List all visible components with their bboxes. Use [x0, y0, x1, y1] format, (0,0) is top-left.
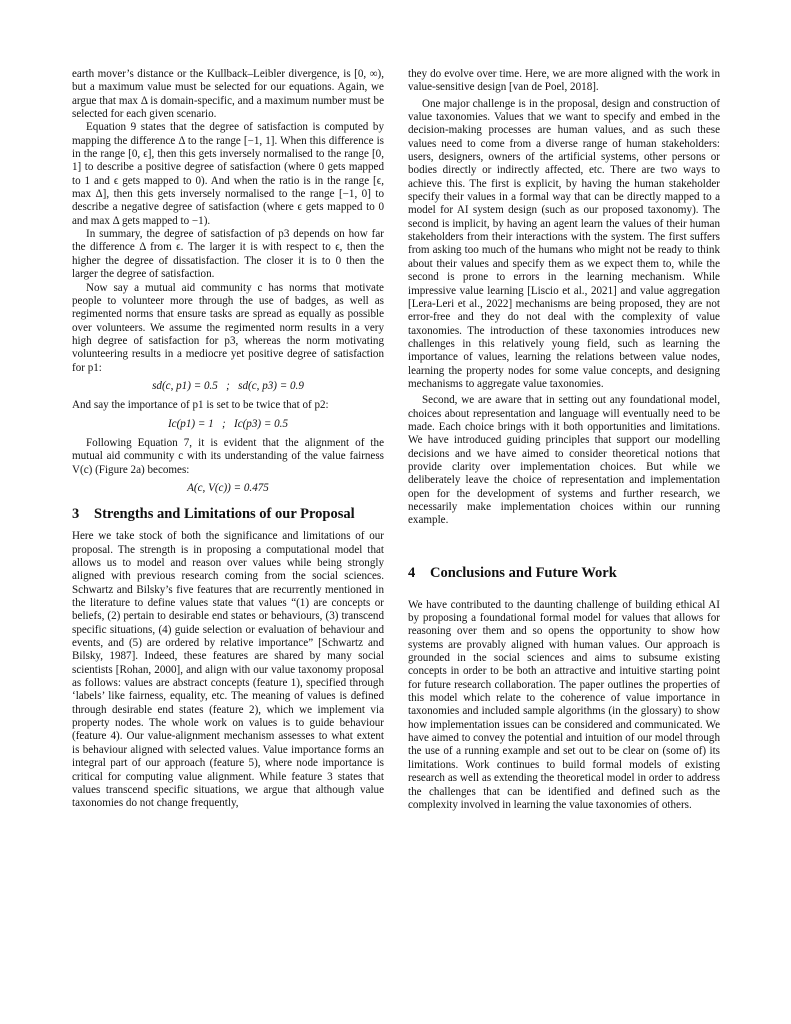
section-heading	[72, 506, 384, 523]
equation: sd(c, p1) = 0.5 ; sd(c, p3) = 0.9	[152, 379, 304, 392]
paragraph: We have contributed to the daunting challenge of building ethical AI by proposing a foundational formal model for values that allows for reasoning over them and so opens the opportunity to show how systems are provably aligned with human values. Our approach is grounded in the social sciences and aims to subsume existing concepts in order to be both an attractive and intuitive starting point for future research collaboration. The paper outlines the properties of this model which relate to the coherence of value importance in taxonomies and included sample algorithms (in the glossary) to show how implementation issues can be considered and communicated. We have aimed to convey the potential and intuition of our model through the use of a running example and set out to be clear on (some of) its limitations. Work continues to build formal models of existing research as well as extending the theoretical model in order to address the challenges that can be identified and defined such as the complexity involved in learning the value taxonomies of others.	[408, 598, 720, 811]
section-number: 4	[408, 564, 416, 581]
section-heading	[408, 565, 720, 582]
paragraph: Now say a mutual aid community c has norms that motivate people to volunteer more through the use of badges, as well as regimented norms that ensure tasks are spread as equally as possible over volunteers. We assume the regimented norm results in a very high degree of satisfaction for p3, whereas the norm motivating volunteering results in a mediocre yet positive degree of satisfaction for p1:	[72, 281, 384, 374]
paragraph: Equation 9 states that the degree of satisfaction is computed by mapping the difference Δ to the range [−1, 1]. When this difference is in the range [0, ϵ], then this gets inversely normalised to the range [0, 1] to describe a positive degree of satisfaction (where 0 gets mapped to 1 and ϵ gets mapped to 0). And when the ratio is in the range [ϵ, max Δ], then this gets inversely normalised to the range [−1, 0] to describe a negative degree of satisfaction (where ϵ gets mapped to 0 and max Δ gets mapped to −1).	[72, 121, 384, 227]
section-number: 3	[72, 506, 80, 523]
paragraph: In summary, the degree of satisfaction of p3 depends on how far the difference Δ from ϵ. The larger it is with respect to ϵ, then the higher the degree of dissatisfaction. The closer it is to 0 then the larger the degree of satisfaction.	[72, 228, 384, 281]
paragraph: Here we take stock of both the significance and limitations of our proposal. The strength is in proposing a computational model that allows us to model and reason over values while being strongly aligned with previous research coming from the social sciences. Schwartz and Bilsky’s five features that are recurrently mentioned in the literature to define values state that values “(1) are concepts or beliefs, (2) pertain to desirable end states or behaviours, (3) transcend specific situations, (4) guide selection or evaluation of behaviour and events, and (5) are ordered by relative importance” [Schwartz and Bilsky, 1987]. Indeed, these features are shared by many social scientists [Rohan, 2000], and align with our value taxonomy proposal as follows: values are abstract concepts (feature 1), specified through ‘labels’ like fairness, equality, etc. The meaning of values is defined through desirable end states (feature 2), which we implement via property nodes. The whole work on values is to guide behaviour (feature 4). Our value-alignment mechanism assesses to what extent is behaviour aligned with selected values. Value importance forms an integral part of our approach (feature 5), where node importance is critical for computing value alignment. While feature 3 states that values transcend specific situations, we argue that although value taxonomies do not change frequently,	[72, 530, 384, 810]
equation: Ic(p1) = 1 ; Ic(p3) = 0.5	[167, 417, 289, 430]
left-column	[72, 68, 384, 811]
equation: A(c, V(c)) = 0.475	[187, 481, 269, 494]
paragraph: Following Equation 7, it is evident that the alignment of the mutual aid community c with its understanding of the value fairness V(c) (Figure 2a) becomes:	[72, 436, 384, 476]
paragraph: One major challenge is in the proposal, design and construction of value taxonomies. Values that we want to specify and embed in the decision-making processes are human values, and as such these values need to come from a diverse range of human stakeholders: users, designers, owners of the artificial systems, other persons or bodies directly or indirectly affected, etc. There are two ways to achieve this. The first is explicit, by having the human stakeholder specify their values in a formal way that can be directly mapped to a model for AI system design (such as our proposed taxonomy). The second is implicit, by having an agent learn the values of their human stakeholders from their interactions with the system. The first suffers from asking too much of the humans who might not be ready to think about their values and specify them as we expect them to, while the second is prone to errors in the learning mechanism. While impressive value learning [Liscio et al., 2021] and value aggregation [Lera-Leri et al., 2022] mechanisms are being proposed, they are not error-free and they do not deal with the complexity of value taxonomies. The introduction of these taxonomies introduces new challenges in this relatively young field, such as learning the importance of values, learning the relations between value nodes, learning the property nodes for some value concepts, and designing mechanisms to aggregate value taxonomies.	[408, 97, 720, 390]
section-title: Conclusions and Future Work	[430, 564, 617, 581]
paragraph: And say the importance of p1 is set to be twice that of p2:	[72, 399, 329, 412]
paragraph: Second, we are aware that in setting out any foundational model, choices about representation and language will eventually need to be made. Each choice brings with it both opportunities and limitations. We have introduced guiding principles that support our modelling decisions and we have aimed to consider theoretical notions that provide clarity over implementation choices. But while we deliberately leave the choice of representation and implementation open for the development of systems and further research, we necessarily make implementation choices within our running example.	[408, 394, 720, 527]
right-column	[408, 68, 720, 812]
section-title: Strengths and Limitations of our Proposal	[94, 506, 355, 523]
paragraph: earth mover’s distance or the Kullback–Leibler divergence, is [0, ∞), but a maximum value must be selected for our equations. Again, we argue that max Δ is domain-specific, and a maximum number must be selected for each given scenario.	[72, 68, 384, 121]
paragraph: they do evolve over time. Here, we are more aligned with the work in value-sensitive design [van de Poel, 2018].	[408, 68, 720, 94]
